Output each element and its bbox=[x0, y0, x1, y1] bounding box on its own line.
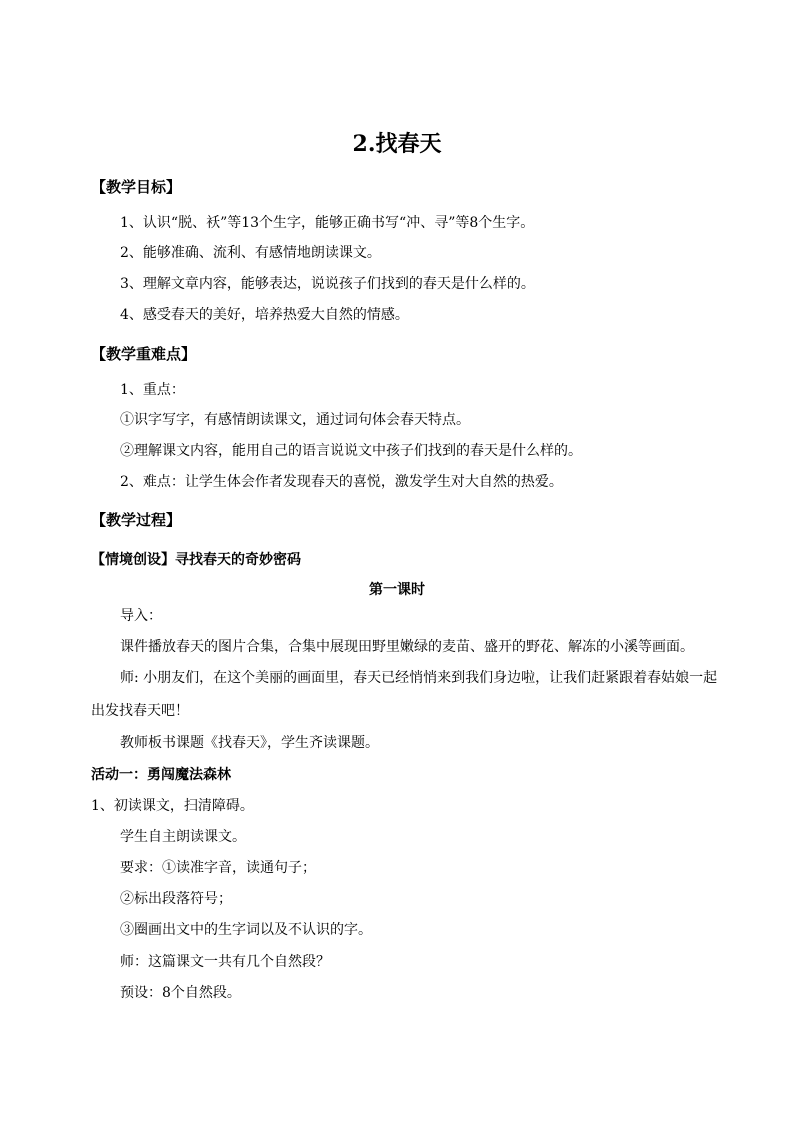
goal-item-3: 3、理解文章内容，能够表达，说说孩子们找到的春天是什么样的。 bbox=[120, 276, 535, 292]
key-point-item-1: 1、重点： bbox=[120, 382, 185, 398]
intro-line-1: 课件播放春天的图片合集，合集中展现田野里嫩绿的麦苗、盛开的野花、解冻的小溪等画面。 bbox=[120, 639, 694, 655]
key-point-item-2: ①识字写字，有感情朗读课文，通过词句体会春天特点。 bbox=[120, 412, 470, 428]
activity-line-1: 学生自主朗读课文。 bbox=[120, 829, 246, 845]
intro-line-4: 教师板书课题《找春天》，学生齐读课题。 bbox=[120, 735, 379, 751]
activity-line-4: ③圈画出文中的生字词以及不认识的字。 bbox=[120, 922, 372, 938]
activity-line-5: 师：这篇课文一共有几个自然段？ bbox=[120, 954, 330, 970]
intro-label: 导入： bbox=[120, 608, 162, 624]
document-title: 2.找春天 bbox=[352, 131, 442, 157]
intro-line-2: 师: 小朋友们，在这个美丽的画面里，春天已经悄悄来到我们身边啦，让我们赶紧跟着春姑娘一起 bbox=[120, 670, 718, 686]
lesson-label: 第一课时 bbox=[369, 582, 425, 598]
scenario-heading: 【情境创设】寻找春天的奇妙密码 bbox=[91, 552, 301, 568]
key-point-item-4: 2、难点：让学生体会作者发现春天的喜悦，激发学生对大自然的热爱。 bbox=[120, 474, 563, 490]
goal-item-1: 1、认识“脱、袄”等13个生字，能够正确书写“冲、寻”等8个生字。 bbox=[120, 215, 535, 231]
intro-line-3: 出发找春天吧！ bbox=[91, 703, 189, 719]
process-heading: 【教学过程】 bbox=[91, 511, 182, 529]
goals-heading: 【教学目标】 bbox=[91, 178, 182, 196]
activity-line-6: 预设：8个自然段。 bbox=[120, 985, 241, 1001]
activity-title: 活动一：勇闯魔法森林 bbox=[91, 767, 231, 783]
goal-item-2: 2、能够准确、流利、有感情地朗读课文。 bbox=[120, 245, 381, 261]
key-point-item-3: ②理解课文内容，能用自己的语言说说文中孩子们找到的春天是什么样的。 bbox=[120, 443, 582, 459]
activity-line-3: ②标出段落符号； bbox=[120, 891, 232, 907]
activity-line-2: 要求：①读准字音，读通句子； bbox=[120, 860, 316, 876]
goal-item-4: 4、感受春天的美好，培养热爱大自然的情感。 bbox=[120, 307, 409, 323]
activity-step-1: 1、初读课文，扫清障碍。 bbox=[91, 798, 254, 814]
key-points-heading: 【教学重难点】 bbox=[91, 345, 197, 363]
